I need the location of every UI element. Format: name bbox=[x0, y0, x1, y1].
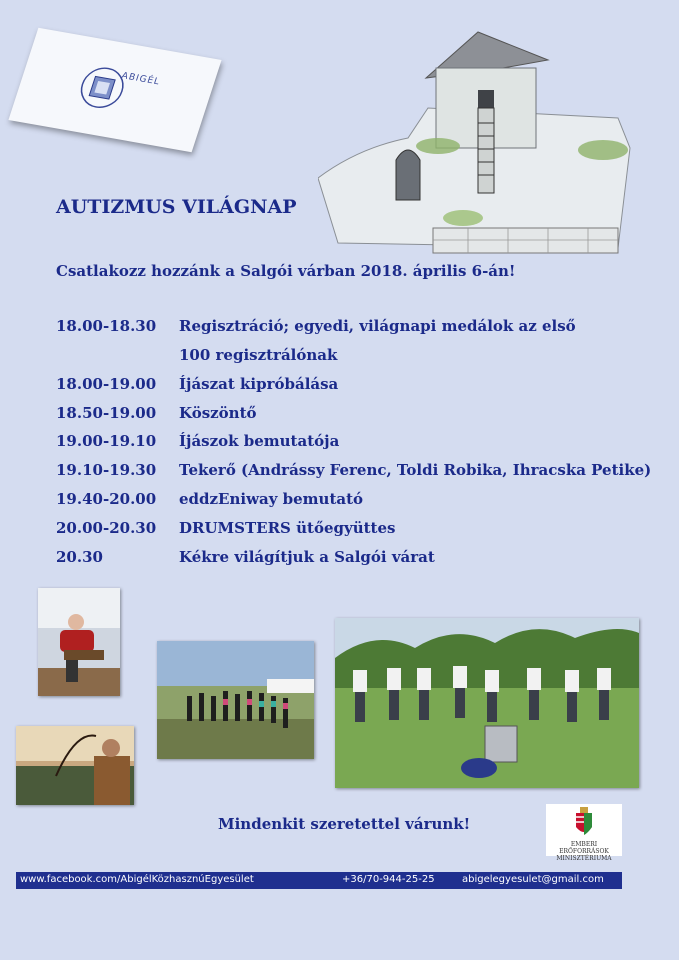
schedule-time: 18.50-19.00 bbox=[56, 404, 157, 422]
schedule-time: 18.00-19.00 bbox=[56, 375, 157, 393]
schedule-time: 19.40-20.00 bbox=[56, 490, 157, 508]
contact-footer bbox=[16, 872, 622, 889]
event-subtitle: Csatlakozz hozzánk a Salgói várban 2018. április 6-án! bbox=[56, 262, 516, 280]
schedule-time: 20.30 bbox=[56, 548, 103, 566]
schedule-time: 19.10-19.30 bbox=[56, 461, 157, 479]
logo-text: ABIGÉL bbox=[120, 71, 162, 88]
schedule-event: Tekerő (Andrássy Ferenc, Toldi Robika, Ihracska Petike) bbox=[179, 461, 652, 479]
abigel-logo-icon bbox=[71, 55, 162, 125]
ministry-line-1: EMBERI ERŐFORRÁSOK bbox=[559, 841, 609, 855]
closing-message: Mindenkit szeretettel várunk! bbox=[218, 815, 471, 833]
organization-logo-card bbox=[8, 28, 221, 152]
schedule-event: 100 regisztrálónak bbox=[179, 346, 338, 364]
schedule-time: 19.00-19.10 bbox=[56, 432, 157, 450]
schedule-event: Köszöntő bbox=[179, 404, 257, 422]
castle-illustration bbox=[318, 28, 636, 260]
facebook-link[interactable]: www.facebook.com/AbigélKözhasznúEgyesület bbox=[20, 874, 254, 885]
phone-number: +36/70-944-25-25 bbox=[342, 874, 435, 885]
page-title: AUTIZMUS VILÁGNAP bbox=[56, 196, 297, 218]
drumsters-band-photo bbox=[335, 618, 639, 788]
schedule-event: DRUMSTERS ütőegyüttes bbox=[179, 519, 396, 537]
schedule-event: eddzEniway bemutató bbox=[179, 490, 364, 508]
schedule-time: 20.00-20.30 bbox=[56, 519, 157, 537]
archer-photo bbox=[16, 726, 134, 805]
hurdy-gurdy-player-photo bbox=[38, 588, 120, 696]
schedule-time: 18.00-18.30 bbox=[56, 317, 157, 335]
schedule-event: Íjászat kipróbálása bbox=[179, 375, 339, 393]
schedule-event: Regisztráció; egyedi, világnapi medálok az első bbox=[179, 317, 576, 335]
schedule-event: Kékre világítjuk a Salgói várat bbox=[179, 548, 435, 566]
email-link[interactable]: abigelegyesulet@gmail.com bbox=[462, 874, 604, 885]
fitness-group-photo bbox=[157, 641, 314, 759]
schedule-event: Íjászok bemutatója bbox=[179, 432, 340, 450]
ministry-logo bbox=[546, 804, 622, 862]
coat-of-arms-icon bbox=[575, 807, 593, 839]
ministry-line-2: MINISZTÉRIUMA bbox=[556, 855, 612, 862]
